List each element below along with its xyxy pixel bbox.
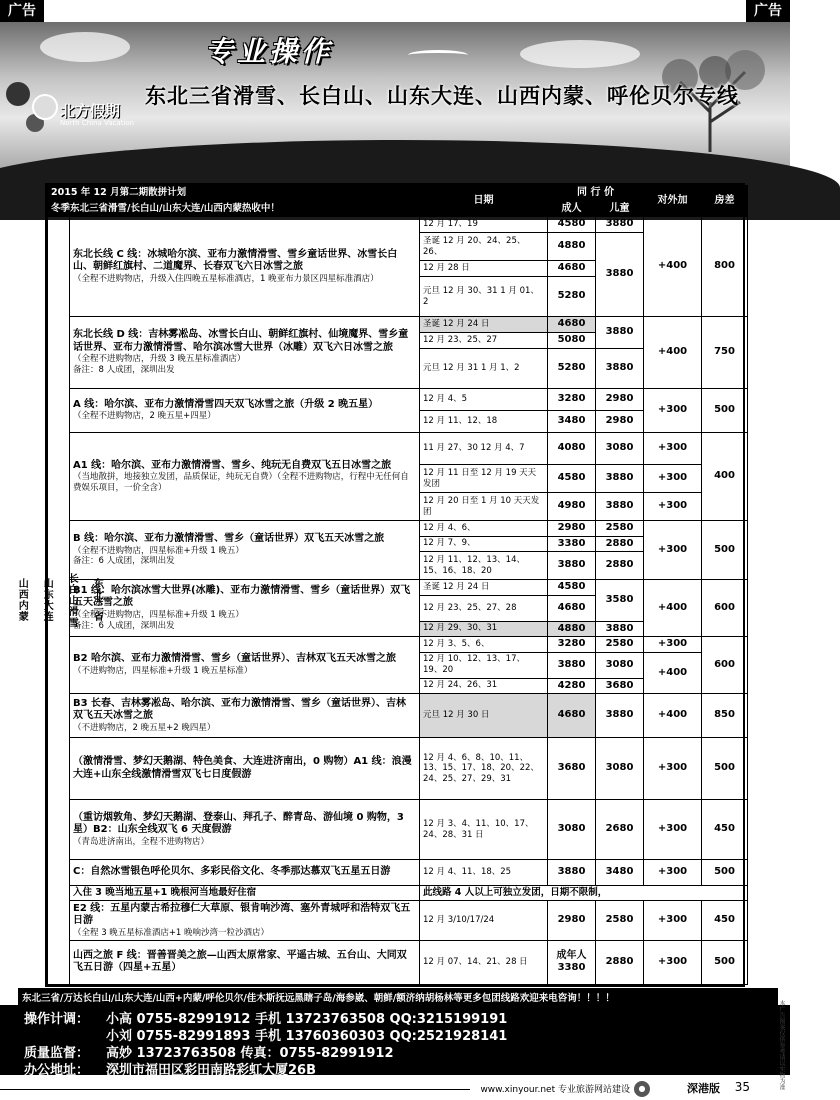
footer-edition: 深港版: [687, 1082, 720, 1095]
col-adult: 成人: [548, 201, 596, 217]
footer-badge-icon: ●: [634, 1081, 650, 1097]
company-logo-icon: [32, 94, 58, 120]
schedule-table: 2015 年 12 月第二期散拼计划 日期 同 行 价 对外加 房差 冬季东北三省滑雪/长白山/山东大连/山西内蒙热收中！ 成人 儿童 东北三省 长白山滑雪 山东大连 山西内蒙 东北长线 C 线：冰城哈尔滨、亚布力激情滑雪、雪乡童话世界、冰雪长白山、朝鲜红旗村、二道魔界、长春双飞六日冰雪之旅 （全程不进购物店，升级入住四晚五星标准酒店，1 晚亚布力景区四星标准酒店） 12 月 17、19 4580 3880 +400 800 圣诞 12 月 20、24、25、26、 4880 3880 12 月 28 日 4680 元旦 12 月 30、31 1 月 01、2 5280 东北长线 D 线：吉林雾凇岛、冰雪长白山、朝鲜红旗村、仙境魔界、雪乡童话世界、亚布力激情滑雪、哈尔滨冰雪大世界（冰雕）双飞六日冰雪之旅 （全程不进购物店，升级 3 晚五星标准酒店） 备注：8 人成团，深圳出发 圣诞 12 月 24 日 4680 3880 +400 750 12 月 23、25、27 5080 元旦 12 月 31 1 月 1、2 5280 3880 A 线：哈尔滨、亚布力激情滑雪四天双飞冰雪之旅（升级 2 晚五星） （全程不进购物店，2 晚五星+四星） 12 月 4、5 3280 2980 +300 500 12 月 11、12、18 3480 2980 A1 线：哈尔滨、亚布力激情滑雪、雪乡、纯玩无自费双飞五日冰雪之旅 （当地散拼，地接独立发团，品质保证，纯玩无自费）（全程不进购物店，行程中无任何自费娱乐项目，一价全含） 11 月 27、30 12 月 4、7 4080 3080 +300 400 12 月 11 日至 12 月 19 天天发团 4580 3880 +300 12 月 20 日至 1 月 10 天天发团 4980 3880 +300 B 线：哈尔滨、亚布力激情滑雪、雪乡（童话世界）双飞五天冰雪之旅 （全程不进购物店，四星标准+升级 1 晚五） 备注：6 人成团，深圳出发 12 月 4、6、 2980 2580 +300 500 12 月 7、9、 3380 2880 12 月 11、12、13、14、15、16、18、20 3880 2880 B1 线：哈尔滨冰雪大世界(冰雕)、亚布力激情滑雪、雪乡（童话世界）双飞五天冰雪之旅 （全程不进购物店，四星标准+升级 1 晚五） 备注：6 人成团，深圳出发 圣诞 12 月 24 日 4580 3580 +400 600 12 月 23、25、27、28 4680 12 月 29、30、31 4880 3880 B2 哈尔滨、亚布力激情滑雪、雪乡（童话世界）、吉林双飞五天冰雪之旅 （不进购物店，四星标准+升级 1 晚五星标准） 12 月 3、5、6、 3280 2580 +300 600 12 月 10、12、13、17、19、20 3880 3080 +400 12 月 24、26、31 4280 3680 B3 长春、吉林雾凇岛、哈尔滨、亚布力激情滑雪、雪乡（童话世界）、吉林双飞五天冰雪之旅 （不进购物店，2 晚五星+2 晚四星） 元旦 12 月 30 日 4680 3880 +400 850 （激情滑雪、梦幻天鹅湖、特色美食、大连进济南出，0 购物）A1 线：浪漫大连+山东全线激情滑雪双飞七日度假游 12 月 4、6、8、10、11、13、15、17、18、20、22、24、25、27、29、31 3680 3080 +300 500 （重访烟敦角、梦幻天鹅湖、登泰山、拜孔子、醉青岛、游仙境 0 购物，3 星）B2：山东全线双飞 6 天度假游 （青岛进济南出，全程不进购物店） 12 月 3、4、11、10、17、24、28、31 日 3080 2680 +300 450 C：自然冰雪银色呼伦贝尔、多彩民俗文化、冬季那达慕双飞五星五日游 12 月 4、11、18、25 3880 3480 +300 500 入住 3 晚当地五星+1 晚根河当地最好住宿 此线路 4 人以上可独立发团，日期不限制， E2 线：五星内蒙古希拉穆仁大草原、银肯响沙湾、塞外青城呼和浩特双飞五日游 （全程 3 晚五星标准酒店+1 晚响沙湾一粒沙酒店） 12 月 3/10/17/24 2980 2580 +300 450 山西之旅 F 线：晋善晋美之旅—山西太原常家、平遥古城、五台山、大同双飞五日游（四星+五星） 12 月 07、14、21、28 日 成年人 3380 2880 +300 500: [45, 183, 745, 987]
more-routes-banner: 东北三省/万达长白山/山东大连/山西+内蒙/呼伦贝尔/佳木斯抚远黑瞎子岛/海参崴、朝鲜/额济纳胡杨林等更多包团线路欢迎来电咨询！！！！: [18, 988, 778, 1006]
headline: 东北三省滑雪、长白山、山东大连、山西内蒙、呼伦贝尔专线: [145, 84, 739, 108]
side-disclaimer: 本广告图案仅供参考请以实物为准: [778, 1000, 785, 1090]
table-row: B3 长春、吉林雾凇岛、哈尔滨、亚布力激情滑雪、雪乡（童话世界）、吉林双飞五天冰雪之旅 （不进购物店，2 晚五星+2 晚四星） 元旦 12 月 30 日 4680 3880 +400 850: [48, 694, 748, 738]
ops-contact-2: 小刘 0755-82991893 手机 13760360303 QQ:2521928141: [106, 1029, 508, 1044]
table-row: B2 哈尔滨、亚布力激情滑雪、雪乡（童话世界）、吉林双飞五天冰雪之旅 （不进购物店，四星标准+升级 1 晚五星标准） 12 月 3、5、6、 3280 2580 +300 600: [48, 637, 748, 653]
quality-contact: 质量监督： 高妙 13723763508 传真：0755-82991912: [24, 1046, 394, 1061]
table-row: B1 线：哈尔滨冰雪大世界(冰雕)、亚布力激情滑雪、雪乡（童话世界）双飞五天冰雪之旅 （全程不进购物店，四星标准+升级 1 晚五） 备注：6 人成团，深圳出发 圣诞 12 月 24 日 4580 3580 +400 600: [48, 580, 748, 596]
page-footer: [0, 1078, 790, 1100]
col-child: 儿童: [596, 201, 644, 217]
ops-contact-1: 操作计调： 小高 0755-82991912 手机 13723763508 QQ:3215199191: [24, 1012, 508, 1027]
footer-site: www.xinyour.net 专业旅游网站建设: [480, 1085, 630, 1095]
flower-decoration: [6, 82, 30, 106]
table-row: A 线：哈尔滨、亚布力激情滑雪四天双飞冰雪之旅（升级 2 晚五星） （全程不进购物店，2 晚五星+四星） 12 月 4、5 3280 2980 +300 500: [48, 389, 748, 411]
col-peer-price: 同 行 价: [548, 186, 644, 202]
table-row: A1 线：哈尔滨、亚布力激情滑雪、雪乡、纯玩无自费双飞五日冰雪之旅 （当地散拼，地接独立发团，品质保证，纯玩无自费）（全程不进购物店，行程中无任何自费娱乐项目，一价全含） 11 月 27、30 12 月 4、7 4080 3080 +300 400: [48, 433, 748, 465]
col-room: 房差: [702, 186, 748, 217]
swoosh-decoration: [408, 50, 468, 60]
col-extra: 对外加: [644, 186, 702, 217]
col-date: 日期: [420, 186, 548, 217]
route-description: 东北长线 C 线：冰城哈尔滨、亚布力激情滑雪、雪乡童话世界、冰雪长白山、朝鲜红旗村、二道魔界、长春双飞六日冰雪之旅: [73, 248, 398, 273]
ad-label-right: 广告: [746, 0, 790, 22]
footer-divider: [0, 1089, 470, 1090]
office-address: 办公地址： 深圳市福田区彩田南路彩虹大厦26B: [24, 1063, 316, 1078]
table-title-1: 2015 年 12 月第二期散拼计划: [48, 186, 420, 202]
region-label: 东北三省 长白山滑雪 山东大连 山西内蒙: [48, 217, 70, 985]
cloud-decoration: [40, 32, 130, 62]
cloud-decoration: [520, 40, 640, 68]
company-logo-text: 北方假期: [60, 102, 121, 120]
company-logo-english: North China Vacation: [60, 119, 135, 127]
table-row: （重访烟敦角、梦幻天鹅湖、登泰山、拜孔子、醉青岛、游仙境 0 购物，3 星）B2：山东全线双飞 6 天度假游 （青岛进济南出，全程不进购物店） 12 月 3、4、11、10、17、24、28、31 日 3080 2680 +300 450: [48, 800, 748, 860]
table-row: C：自然冰雪银色呼伦贝尔、多彩民俗文化、冬季那达慕双飞五星五日游 12 月 4、11、18、25 3880 3480 +300 500: [48, 860, 748, 886]
table-row: 山西之旅 F 线：晋善晋美之旅—山西太原常家、平遥古城、五台山、大同双飞五日游（四星+五星） 12 月 07、14、21、28 日 成年人 3380 2880 +300 500: [48, 940, 748, 984]
table-row: 入住 3 晚当地五星+1 晚根河当地最好住宿 此线路 4 人以上可独立发团，日期不限制，: [48, 886, 748, 901]
header-banner: [0, 22, 790, 182]
table-row: （激情滑雪、梦幻天鹅湖、特色美食、大连进济南出，0 购物）A1 线：浪漫大连+山东全线激情滑雪双飞七日度假游 12 月 4、6、8、10、11、13、15、17、18、20、22、24、25、27、29、31 3680 3080 +300 500: [48, 738, 748, 800]
table-row: E2 线：五星内蒙古希拉穆仁大草原、银肯响沙湾、塞外青城呼和浩特双飞五日游 （全程 3 晚五星标准酒店+1 晚响沙湾一粒沙酒店） 12 月 3/10/17/24 2980 2580 +300 450: [48, 900, 748, 940]
table-title-2: 冬季东北三省滑雪/长白山/山东大连/山西内蒙热收中！: [48, 201, 420, 217]
table-row: B 线：哈尔滨、亚布力激情滑雪、雪乡（童话世界）双飞五天冰雪之旅 （全程不进购物店，四星标准+升级 1 晚五） 备注：6 人成团，深圳出发 12 月 4、6、 2980 2580 +300 500: [48, 521, 748, 537]
table-row: 东北三省 长白山滑雪 山东大连 山西内蒙 东北长线 C 线：冰城哈尔滨、亚布力激情滑雪、雪乡童话世界、冰雪长白山、朝鲜红旗村、二道魔界、长春双飞六日冰雪之旅 （全程不进购物店，升级入住四晚五星标准酒店，1 晚亚布力景区四星标准酒店） 12 月 17、19 4580 3880 +400 800: [48, 217, 748, 233]
contact-panel: [0, 1005, 790, 1078]
ad-label-left: 广告: [0, 0, 44, 22]
table-row: 东北长线 D 线：吉林雾凇岛、冰雪长白山、朝鲜红旗村、仙境魔界、雪乡童话世界、亚布力激情滑雪、哈尔滨冰雪大世界（冰雕）双飞六日冰雪之旅 （全程不进购物店，升级 3 晚五星标准酒店） 备注：8 人成团，深圳出发 圣诞 12 月 24 日 4680 3880 +400 750: [48, 317, 748, 333]
route-date: 12 月 17、19: [420, 217, 548, 233]
page-number: 35: [734, 1080, 750, 1094]
slogan: 专业操作: [205, 35, 334, 68]
